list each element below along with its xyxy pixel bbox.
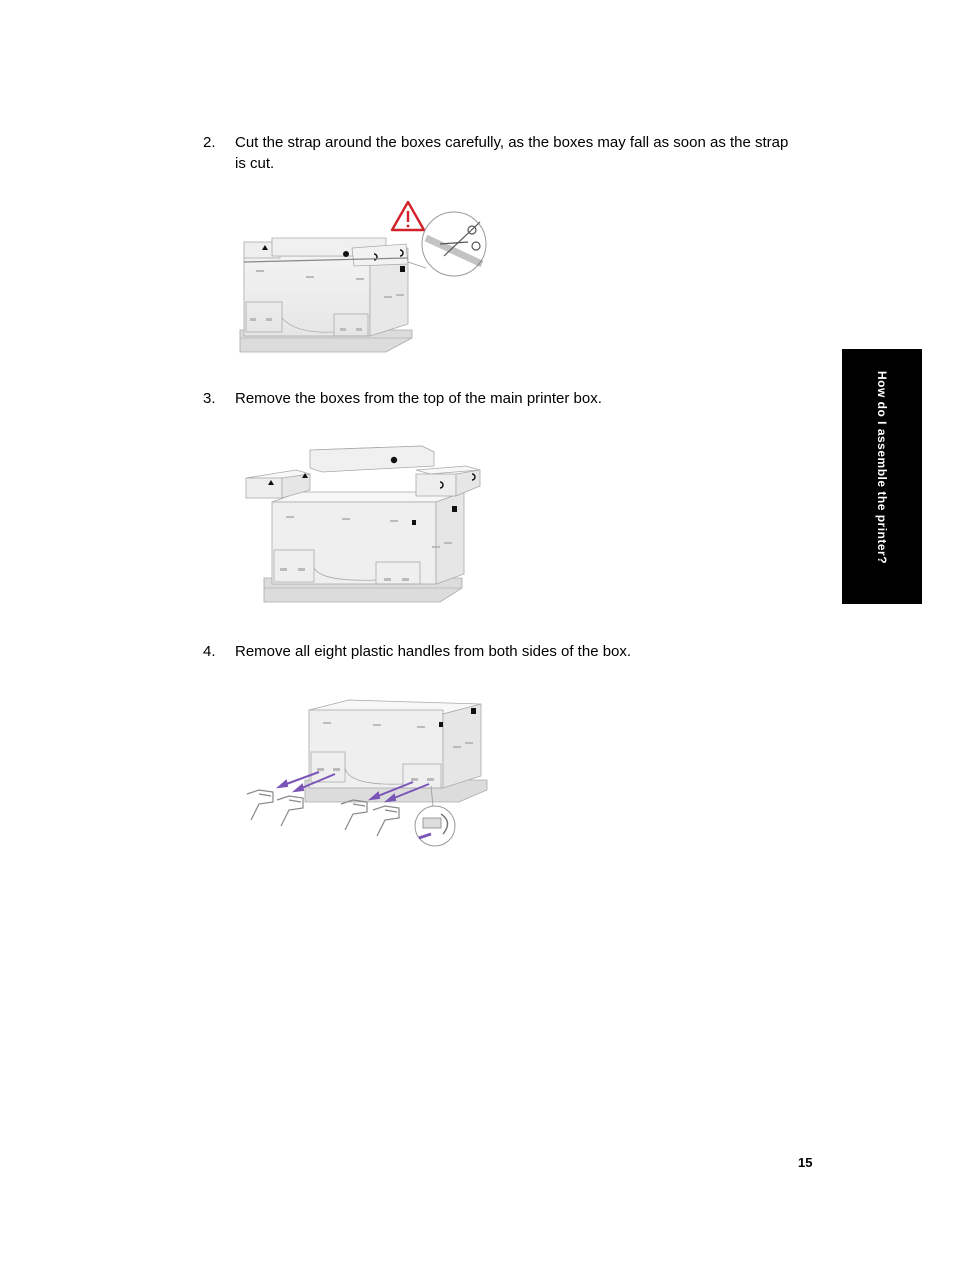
page-number: 15 [798, 1155, 813, 1170]
step-text: Remove the boxes from the top of the main printer box. [235, 390, 602, 407]
step-number: 2. [203, 134, 216, 151]
step-number: 3. [203, 390, 216, 407]
chapter-side-tab [842, 349, 922, 604]
remove-top-boxes-illustration [240, 438, 490, 610]
step-text: Cut the strap around the boxes carefully, as the boxes may fall as soon as the strap is cut. [235, 134, 789, 172]
strap-cut-illustration [236, 198, 491, 360]
chapter-tab-label: How do I assemble the printer? [875, 371, 889, 565]
step-text: Remove all eight plastic handles from both sides of the box. [235, 643, 632, 660]
remove-handles-illustration [237, 694, 491, 850]
step-number: 4. [203, 643, 216, 660]
